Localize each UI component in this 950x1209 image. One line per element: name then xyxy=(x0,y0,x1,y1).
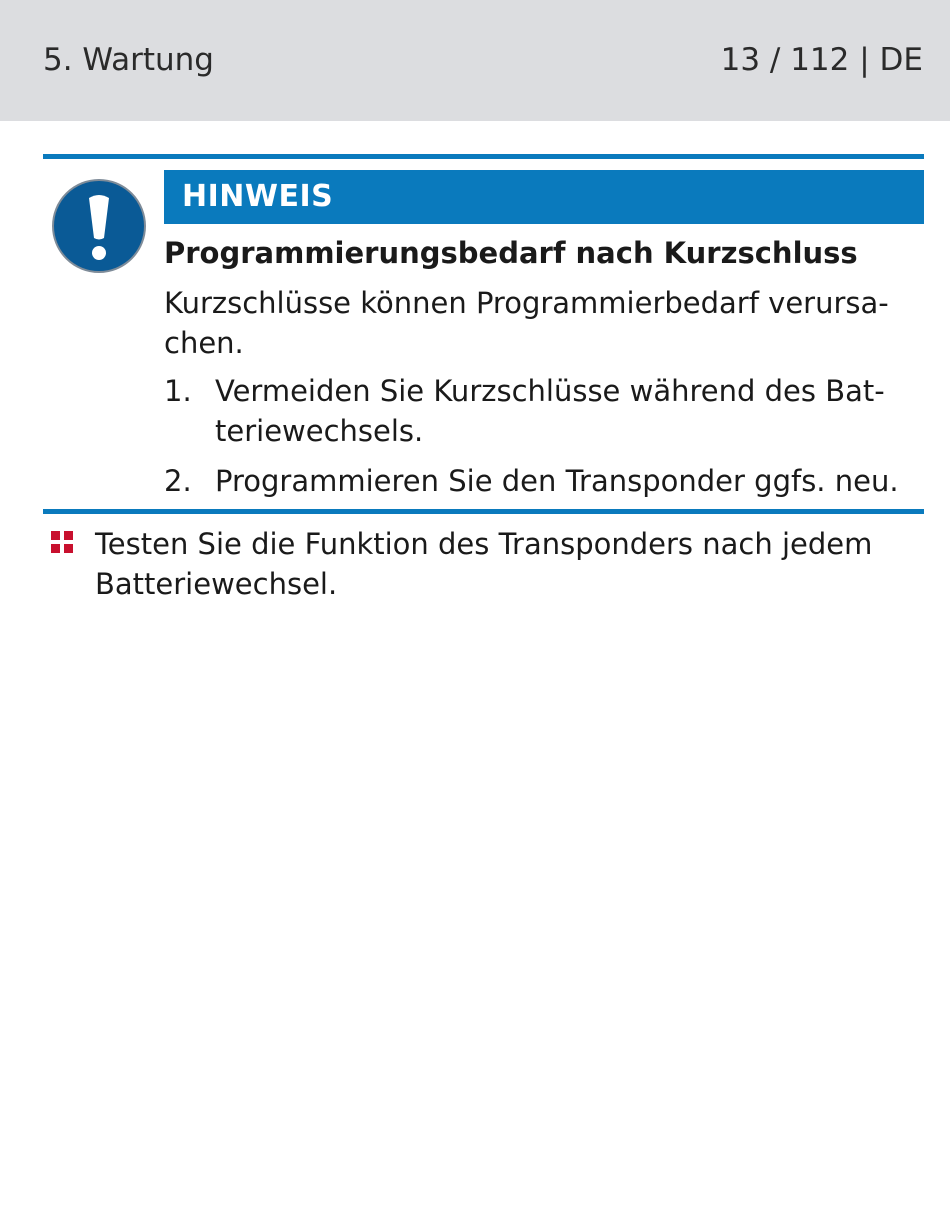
bullet-text: Testen Sie die Funktion des Transponders nach jedem Batteriewechsel. xyxy=(95,527,873,601)
section-title: 5. Wartung xyxy=(43,42,214,78)
notice-label: HINWEIS xyxy=(182,179,334,214)
notice-bottom-rule xyxy=(43,509,924,514)
page-number: 13 / 112 | DE xyxy=(720,42,923,78)
red-square-bullet-icon xyxy=(51,531,73,553)
notice-steps xyxy=(164,371,909,511)
list-item xyxy=(164,461,909,501)
step-number: 2. xyxy=(164,464,192,498)
list-item xyxy=(164,371,909,451)
notice-top-rule xyxy=(43,154,924,159)
exclamation-icon xyxy=(51,178,147,274)
notice-text: Kurzschlüsse können Programmierbedarf verursachen. xyxy=(164,286,889,360)
step-number: 1. xyxy=(164,374,192,408)
notice-title: Programmierungsbedarf nach Kurzschluss xyxy=(164,236,858,270)
page-header xyxy=(0,0,950,121)
step-text: Programmieren Sie den Transponder ggfs. neu. xyxy=(215,464,899,498)
notice-label-bar xyxy=(164,170,924,224)
step-text: Vermeiden Sie Kurzschlüsse während des Batteriewechsels. xyxy=(215,374,885,448)
